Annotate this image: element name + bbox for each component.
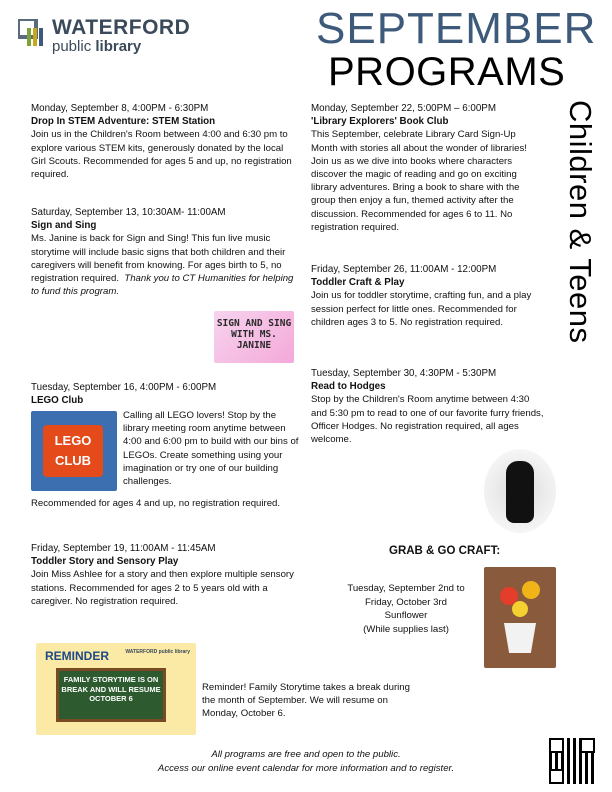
- event-description-continued: Recommended for ages 4 and up, no registration required.: [31, 498, 281, 509]
- event-description: Stop by the Children's Room anytime between 4:30 and 5:30 pm to read to one of our favorite furry friends, Officer Hodges. No registration required, all ages welcome.: [311, 394, 544, 446]
- event-date: Tuesday, September 30, 4:30PM - 5:30PM: [311, 368, 497, 379]
- sunflower-craft-photo: [484, 567, 556, 668]
- thanks-note: Thank you to CT Humanities for helping to fund this program.: [31, 273, 294, 298]
- grab-and-go-title: GRAB & GO CRAFT:: [389, 545, 501, 557]
- lego-club-image: LEGO CLUB: [31, 411, 117, 491]
- sign-and-sing-image: SIGN AND SING WITH MS. JANINE: [214, 311, 294, 363]
- library-logo: [18, 16, 218, 56]
- library-logo-icon: [18, 19, 46, 47]
- event-date: Monday, September 22, 5:00PM – 6:00PM: [311, 103, 496, 114]
- event-title: Toddler Craft & Play: [311, 277, 405, 289]
- event-title: Toddler Story and Sensory Play: [31, 556, 179, 568]
- footer-note: All programs are free and open to the public. Access our online event calendar for more information and to register.: [157, 749, 455, 774]
- event-read-to-hodges: [311, 367, 545, 446]
- grab-and-go-details: Tuesday, September 2nd to Friday, October 3rd Sunflower (While supplies last): [347, 583, 465, 635]
- event-description: Join us in the Children's Room between 4:00 and 6:30 pm to explore various STEM kits, generously donated by the local Girl Scouts. Recommended for ages 5 and up, no registration required.: [31, 129, 292, 181]
- qr-code[interactable]: [549, 738, 595, 784]
- event-sign-and-sing: [31, 206, 299, 298]
- logo-word-public-library: public library: [52, 38, 142, 55]
- event-date: Tuesday, September 16, 4:00PM - 6:00PM: [31, 382, 217, 393]
- event-lego-club: [31, 381, 299, 407]
- event-description: Join us for toddler storytime, crafting fun, and a play session perfect for little ones. Recommended for children ages 3 to 5. No registration required.: [311, 290, 532, 328]
- event-stem-station: [31, 102, 299, 181]
- audience-vertical-title: Children & Teens: [563, 100, 598, 344]
- chalkboard: FAMILY STORYTIME IS ON BREAK AND WILL RESUME OCTOBER 6: [56, 668, 166, 722]
- event-date: Saturday, September 13, 10:30AM- 11:00AM: [31, 207, 226, 218]
- event-title: Drop In STEM Adventure: STEM Station: [31, 116, 216, 128]
- event-title: Read to Hodges: [311, 381, 386, 393]
- event-toddler-craft: [311, 263, 545, 329]
- event-title: 'Library Explorers' Book Club: [311, 116, 449, 128]
- event-toddler-story: [31, 542, 299, 608]
- programs-heading: PROGRAMS: [328, 50, 566, 94]
- event-date: Friday, September 19, 11:00AM - 11:45AM: [31, 543, 216, 554]
- event-title: Sign and Sing: [31, 220, 97, 232]
- logo-word-waterford: WATERFORD: [52, 16, 191, 39]
- officer-hodges-dog-photo: [484, 449, 556, 533]
- lego-label: LEGO: [54, 433, 92, 448]
- event-title: LEGO Club: [31, 395, 84, 407]
- reminder-text: Reminder! Family Storytime takes a break during the month of September. We will resume on Monday, October 6.: [202, 682, 410, 720]
- month-heading: SEPTEMBER: [316, 4, 597, 53]
- event-book-club: [311, 102, 545, 234]
- event-date: Friday, September 26, 11:00AM - 12:00PM: [311, 264, 497, 275]
- event-description: Ms. Janine is back for Sign and Sing! This fun live music storytime will include basic signs that both children and their caregivers will benefit from knowing. For ages birth to 5, no registration required. Thank you to CT Humanities for helping to fund this program.: [31, 233, 294, 298]
- event-date: Monday, September 8, 4:00PM - 6:30PM: [31, 103, 209, 114]
- event-description: Calling all LEGO lovers! Stop by the library meeting room anytime between 4:00 and 6:00 pm to build with our bins of LEGOs. Create something using your imagination or try one of our building challenges.: [123, 410, 299, 488]
- storytime-reminder-image: REMINDER WATERFORD public library FAMILY STORYTIME IS ON BREAK AND WILL RESUME OCTOBER 6: [36, 643, 196, 735]
- event-description: This September, celebrate Library Card Sign-Up Month with stories all about the wonder of libraries! Join us as we dive into books where characters discover the magic of reading and go on exciting library adventures. Bring a book to share with the group then enjoy a fun, themed activity after the discussion. Recommended for ages 6 to 11. No registration required.: [311, 129, 527, 233]
- event-description: Join Miss Ashlee for a story and then explore multiple sensory stations. Recommended for ages 2 to 5 years old with a caregiver. No registration required.: [31, 569, 294, 607]
